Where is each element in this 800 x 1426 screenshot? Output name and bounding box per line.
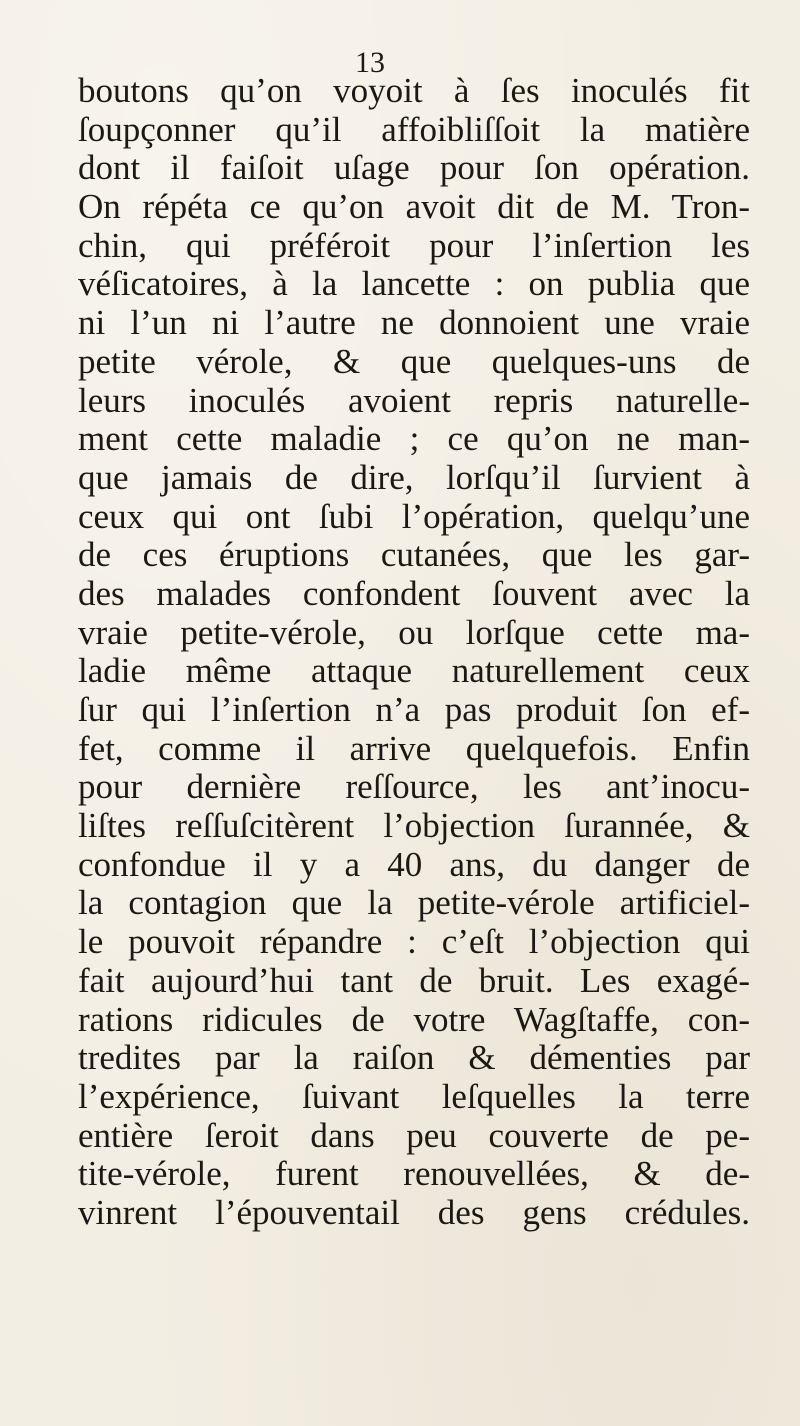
text-line: tite-vérole, furent renouvellées, & de-: [78, 1154, 750, 1194]
text-line: On répéta ce qu’on avoit dit de M. Tron-: [78, 187, 750, 227]
text-line: fet, comme il arrive quelquefois. Enfin: [78, 728, 750, 768]
text-line: ceux qui ont ſubi l’opération, quelqu’une: [78, 496, 750, 536]
text-line: entière ſeroit dans peu couverte de pe-: [78, 1115, 750, 1155]
text-line: dont il faiſoit uſage pour ſon opération.: [78, 148, 750, 188]
text-line: ni l’un ni l’autre ne donnoient une vraie: [78, 303, 750, 343]
text-line: véſicatoires, à la lancette : on publia que: [78, 264, 750, 304]
body-text: [78, 72, 750, 1233]
text-line: vraie petite-vérole, ou lorſque cette ma-: [78, 612, 750, 652]
text-line: vinrent l’épouventail des gens crédules.: [78, 1192, 750, 1232]
text-line: petite vérole, & que quelques-uns de: [78, 341, 750, 381]
text-line: que jamais de dire, lorſqu’il ſurvient à: [78, 457, 750, 497]
text-line: leurs inoculés avoient repris naturelle-: [78, 380, 750, 420]
page-number: 13: [355, 46, 385, 79]
text-line: chin, qui préféroit pour l’inſertion les: [78, 225, 750, 265]
text-line: le pouvoit répandre : c’eſt l’objection qui: [78, 922, 750, 962]
text-line: de ces éruptions cutanées, que les gar-: [78, 535, 750, 575]
text-line: ment cette maladie ; ce qu’on ne man-: [78, 419, 750, 459]
text-line: des malades confondent ſouvent avec la: [78, 573, 750, 613]
text-line: l’expérience, ſuivant leſquelles la terre: [78, 1076, 750, 1116]
text-line: la contagion que la petite-vérole artificiel-: [78, 883, 750, 923]
text-line: confondue il y a 40 ans, du danger de: [78, 844, 750, 884]
text-line: rations ridicules de votre Wagſtaffe, con-: [78, 999, 750, 1039]
text-line: boutons qu’on voyoit à ſes inoculés fit: [78, 71, 750, 110]
text-line: fait aujourd’hui tant de bruit. Les exagé-: [78, 960, 750, 1000]
text-line: pour dernière reſſource, les ant’inocu-: [78, 767, 750, 807]
text-line: tredites par la raiſon & démenties par: [78, 1038, 750, 1078]
text-line: ladie même attaque naturellement ceux: [78, 651, 750, 691]
text-line: ſur qui l’inſertion n’a pas produit ſon ef-: [78, 690, 750, 729]
text-line: ſoupçonner qu’il affoibliſſoit la matière: [78, 109, 750, 149]
text-line: liſtes reſſuſcitèrent l’objection ſurannée, &: [78, 806, 750, 846]
